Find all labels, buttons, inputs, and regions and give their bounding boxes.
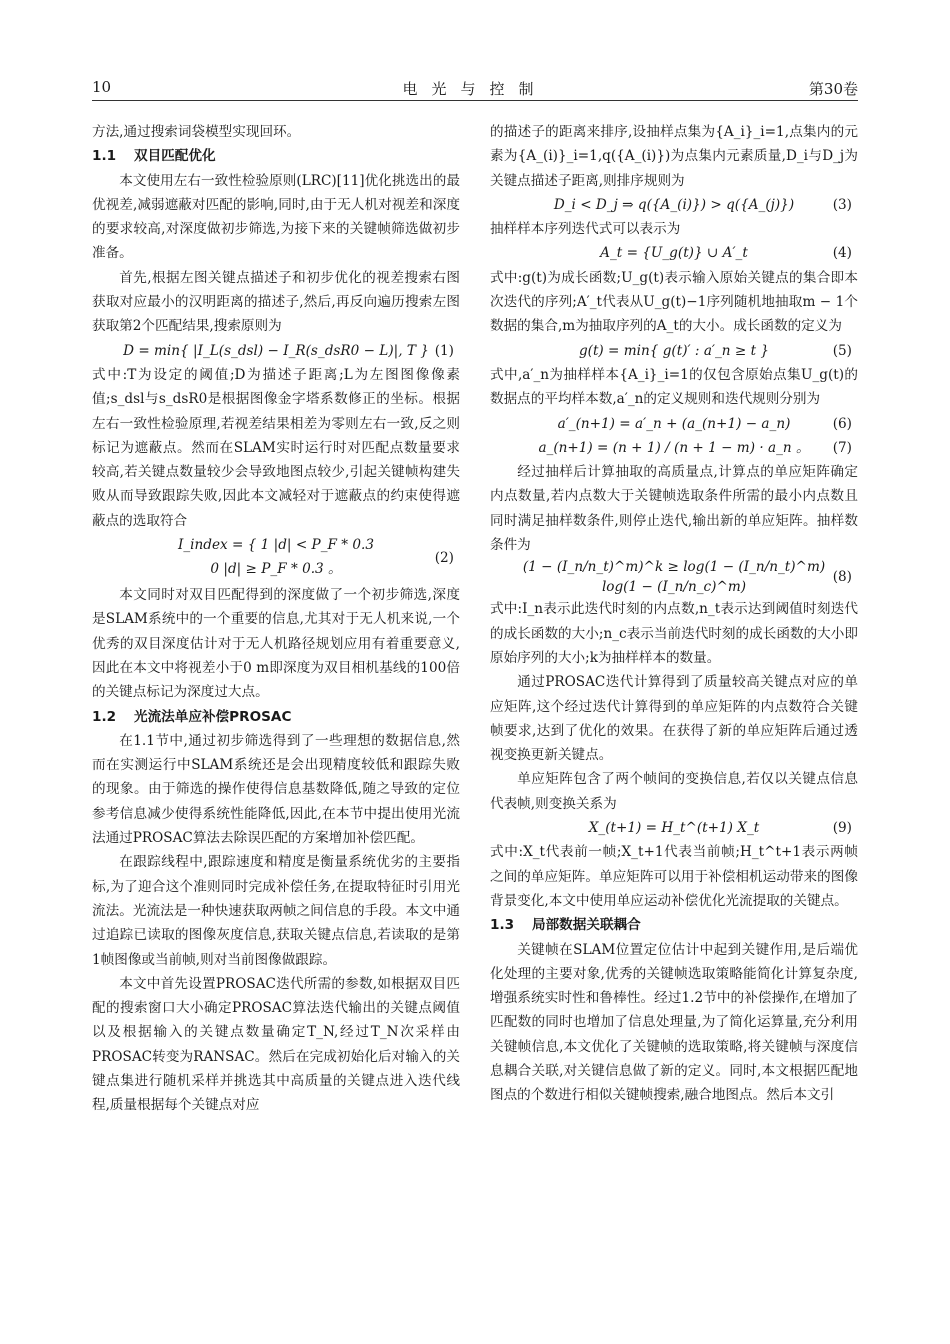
section-title: 光流法单应补偿PROSAC [134,708,292,725]
equation-number: (3) [832,196,852,213]
paragraph: 经过抽样后计算抽取的高质量点,计算点的单应矩阵确定内点数量,若内点数大于关键帧选取条件所需的最小内点数且同时满足抽样数条件,则停止迭代,输出新的单应矩阵。抽样数条件为 [490,464,858,554]
equation-body: a_(n+1) = (n + 1) / (n + 1 − m) · a_n 。 [538,439,810,456]
volume-label: 第30卷 [808,80,858,98]
equation-number: (2) [434,550,454,567]
equation-5 [490,339,858,363]
equation-body: g(t) = min{ g(t)′ : a′_n ≥ t } [578,342,770,359]
paragraph: 单应矩阵包含了两个帧间的变换信息,若仅以关键点信息代表帧,则变换关系为 [490,771,858,812]
equation-number: (8) [832,569,852,586]
equation-number: (7) [832,439,852,456]
equation-body: a′_(n+1) = a′_n + (a_(n+1) − a_n) [557,415,791,432]
paragraph: 的描述子的距离来排序,设抽样点集为{A_i}_i=1,点集内的元素为{A_(i)}_i=1,q({A_(i)})为点集内元素质量,D_i与D_j为关键点描述子距离,则排序规则为 [490,124,858,189]
paragraph: 关键帧在SLAM位置定位估计中起到关键作用,是后端优化处理的主要对象,优秀的关键帧选取策略能简化计算复杂度,增强系统实时性和鲁棒性。经过1.2节中的补偿操作,在增加了匹配数的同时也增加了信息处理量,为了简化运算量,充分利用关键帧信息,本文优化了关键帧的选取策略,将关键帧与深度信息耦合关联,对关键信息做了新的定义。同时,本文根据匹配地图点的个数进行相似关键帧搜索,融合地图点。然后本文引 [490,941,858,1104]
paragraph: 本文使用左右一致性检验原则(LRC)[11]优化挑选出的最优视差,减弱遮蔽对匹配的影响,同时,由于无人机对视差和深度的要求较高,对深度做初步筛选,为接下来的关键帧筛选做初步准备。 [92,172,460,262]
equation-line: I_index = { 1 |d| < P_F * 0.3 [178,537,374,554]
journal-title: 电光与控制 [402,80,548,98]
equation-2 [92,533,460,583]
paragraph: 首先,根据左图关键点描述子和初步优化的视差搜索右图获取对应最小的汉明距离的描述子,然后,再反向遍历搜索左图获取第2个匹配结果,搜索原则为 [92,269,460,335]
left-column [92,120,460,1118]
section-number: 1.3 [490,917,515,934]
section-number: 1.2 [92,708,117,725]
paragraph: 本文中首先设置PROSAC迭代所需的参数,如根据双目匹配的搜索窗口大小确定PROSAC算法迭代输出的关键点阈值以及根据输入的关键点数量确定T_N,经过T_N次采样由PROSAC转变为RANSAC。然后在完成初始化后对输入的关键点集进行随机采样并挑选其中高质量的关键点进入迭代线程,质量根据每个关键点对应 [92,975,460,1114]
page-number: 10 [92,78,112,96]
equation-line: 0 |d| ≥ P_F * 0.3 。 [210,561,342,578]
section-heading-1-3 [490,913,858,937]
paragraph: 本文同时对双目匹配得到的深度做了一个初步筛选,深度是SLAM系统中的一个重要的信息,尤其对于无人机来说,一个优秀的双目深度估计对于无人机路径规划应用有着重要意义,因此在本文中将视差小于0 m即深度为双目相机基线的100倍的关键点标记为深度过大点。 [92,587,460,701]
equation-body: D_i < D_j ⇒ q({A_(i)}) > q({A_(j)}) [553,196,795,213]
equation-body: D = min{ |I_L(s_dsl) − I_R(s_dsR0 − L)|, T } [123,342,429,359]
section-heading-1-2 [92,705,460,729]
section-title: 局部数据关联耦合 [532,917,641,934]
running-header [92,74,858,101]
equation-8 [490,557,858,597]
paragraph: 方法,通过搜索词袋模型实现回环。 [92,124,301,140]
equation-number: (9) [832,820,852,837]
equation-number: (6) [832,415,852,432]
equation-9 [490,816,858,840]
equation-7 [490,436,858,460]
right-column [490,120,858,1108]
section-heading-1-1 [92,144,460,168]
equation-1 [92,339,460,363]
equation-3 [490,193,858,217]
equation-4 [490,241,858,265]
paragraph: 式中:T为设定的阈值;D为描述子距离;L为左图图像像素值;s_dsl与s_dsR0是根据图像金字塔系数修正的坐标。根据左右一致性检验原理,若视差结果相差为零则左右一致,反之则标记为遮蔽点。然而在SLAM实时运行时对匹配点数量要求较高,若关键点数量较少会导致地图点较少,引起关键帧构建失败从而导致跟踪失败,因此本文减轻对于遮蔽点的约束使得遮蔽点的选取符合 [92,366,460,529]
equation-number: (1) [434,342,454,359]
equation-body: X_(t+1) = H_t^(t+1) X_t [588,820,760,837]
equation-number: (4) [832,245,852,262]
paragraph: 在跟踪线程中,跟踪速度和精度是衡量系统优劣的主要指标,为了迎合这个准则同时完成补偿任务,在提取特征时引用光流法。光流法是一种快速获取两帧之间信息的手段。本文中通过追踪已读取的图像灰度信息,获取关键点信息,若读取的是第1帧图像或当前帧,则对当前图像做跟踪。 [92,854,460,968]
section-title: 双目匹配优化 [134,148,216,165]
paragraph: 式中:g(t)为成长函数;U_g(t)表示输入原始关键点的集合即本次迭代的序列;A′_t代表从U_g(t)−1序列随机地抽取m − 1个数据的集合,m为抽取序列的A_t的大小。成长函数的定义为 [490,269,858,335]
paragraph: 在1.1节中,通过初步筛选得到了一些理想的数据信息,然而在实测运行中SLAM系统还是会出现精度较低和跟踪失败的现象。由于筛选的操作使得信息基数降低,随之导致的定位参考信息减少使得系统性能降低,因此,在本节中提出使用光流法通过PROSAC算法去除误匹配的方案增加补偿匹配。 [92,732,460,847]
equation-number: (5) [832,342,852,359]
equation-line: (1 − (I_n/n_t)^m)^k ≥ log(1 − (I_n/n_t)^m) [522,559,826,576]
paragraph: 式中:X_t代表前一帧;X_t+1代表当前帧;H_t^t+1表示两帧之间的单应矩阵。单应矩阵可以用于补偿相机运动带来的图像背景变化,本文中使用单应运动补偿优化光流提取的关键点。 [490,844,858,909]
equation-6 [490,412,858,436]
paragraph: 式中,a′_n为抽样样本{A_i}_i=1的仅包含原始点集U_g(t)的数据点的平均样本数,a′_n的定义规则和迭代规则分别为 [490,366,858,408]
equation-line: log(1 − (I_n/n_c)^m) [601,579,747,596]
paragraph: 式中:I_n表示此迭代时刻的内点数,n_t表示达到阈值时刻迭代的成长函数的大小;n_c表示当前迭代时刻的成长函数的大小即原始序列的大小;k为抽样样本的数量。 [490,601,858,666]
paragraph: 通过PROSAC迭代计算得到了质量较高关键点对应的单应矩阵,这个经过迭代计算得到的单应矩阵的内点数符合关键帧要求,达到了优化的效果。在获得了新的单应矩阵后通过透视变换更新关键点。 [490,674,858,764]
section-number: 1.1 [92,148,117,165]
paragraph: 抽样样本序列迭代式可以表示为 [490,221,681,238]
equation-body: A_t = {U_g(t)} ∪ A′_t [600,245,748,262]
